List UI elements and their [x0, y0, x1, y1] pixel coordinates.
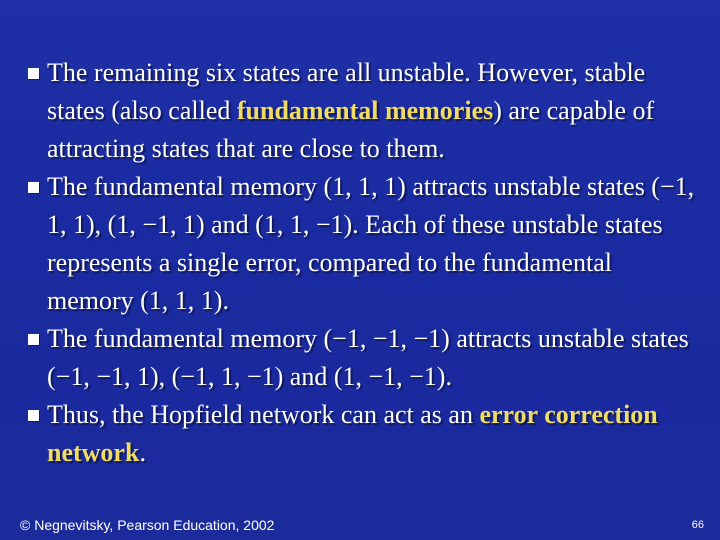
square-bullet-icon [28, 182, 39, 193]
highlight-term: fundamental memories [236, 96, 494, 125]
bullet-text: The fundamental memory (1, 1, 1) attracts unstable states (−1, 1, 1), (1, −1, 1) and (1, 1, −1). Each of these unstable states represents a single error, compared to the fundamental memory (1, 1, 1). [47, 172, 695, 315]
square-bullet-icon [28, 410, 39, 421]
bullet-list [28, 54, 704, 472]
bullet-text: ) are capable of attracting states that are close to them. [47, 96, 655, 163]
bullet-text: Thus, the Hopfield network can act as an [47, 400, 480, 429]
bullet-text: . [139, 438, 146, 467]
square-bullet-icon [28, 334, 39, 345]
page-number: 66 [691, 519, 704, 531]
bullet-item [28, 396, 704, 472]
copyright-footer: © Negnevitsky, Pearson Education, 2002 [20, 517, 275, 533]
bullet-text: The remaining six states are all unstable. However, stable states (also called [47, 58, 646, 125]
highlight-term: error correction network [47, 400, 658, 467]
bullet-item [28, 320, 704, 396]
bullet-item [28, 54, 704, 168]
bullet-item [28, 168, 704, 320]
square-bullet-icon [28, 68, 39, 79]
bullet-text: The fundamental memory (−1, −1, −1) attracts unstable states (−1, −1, 1), (−1, 1, −1) and (1, −1, −1). [47, 324, 689, 391]
